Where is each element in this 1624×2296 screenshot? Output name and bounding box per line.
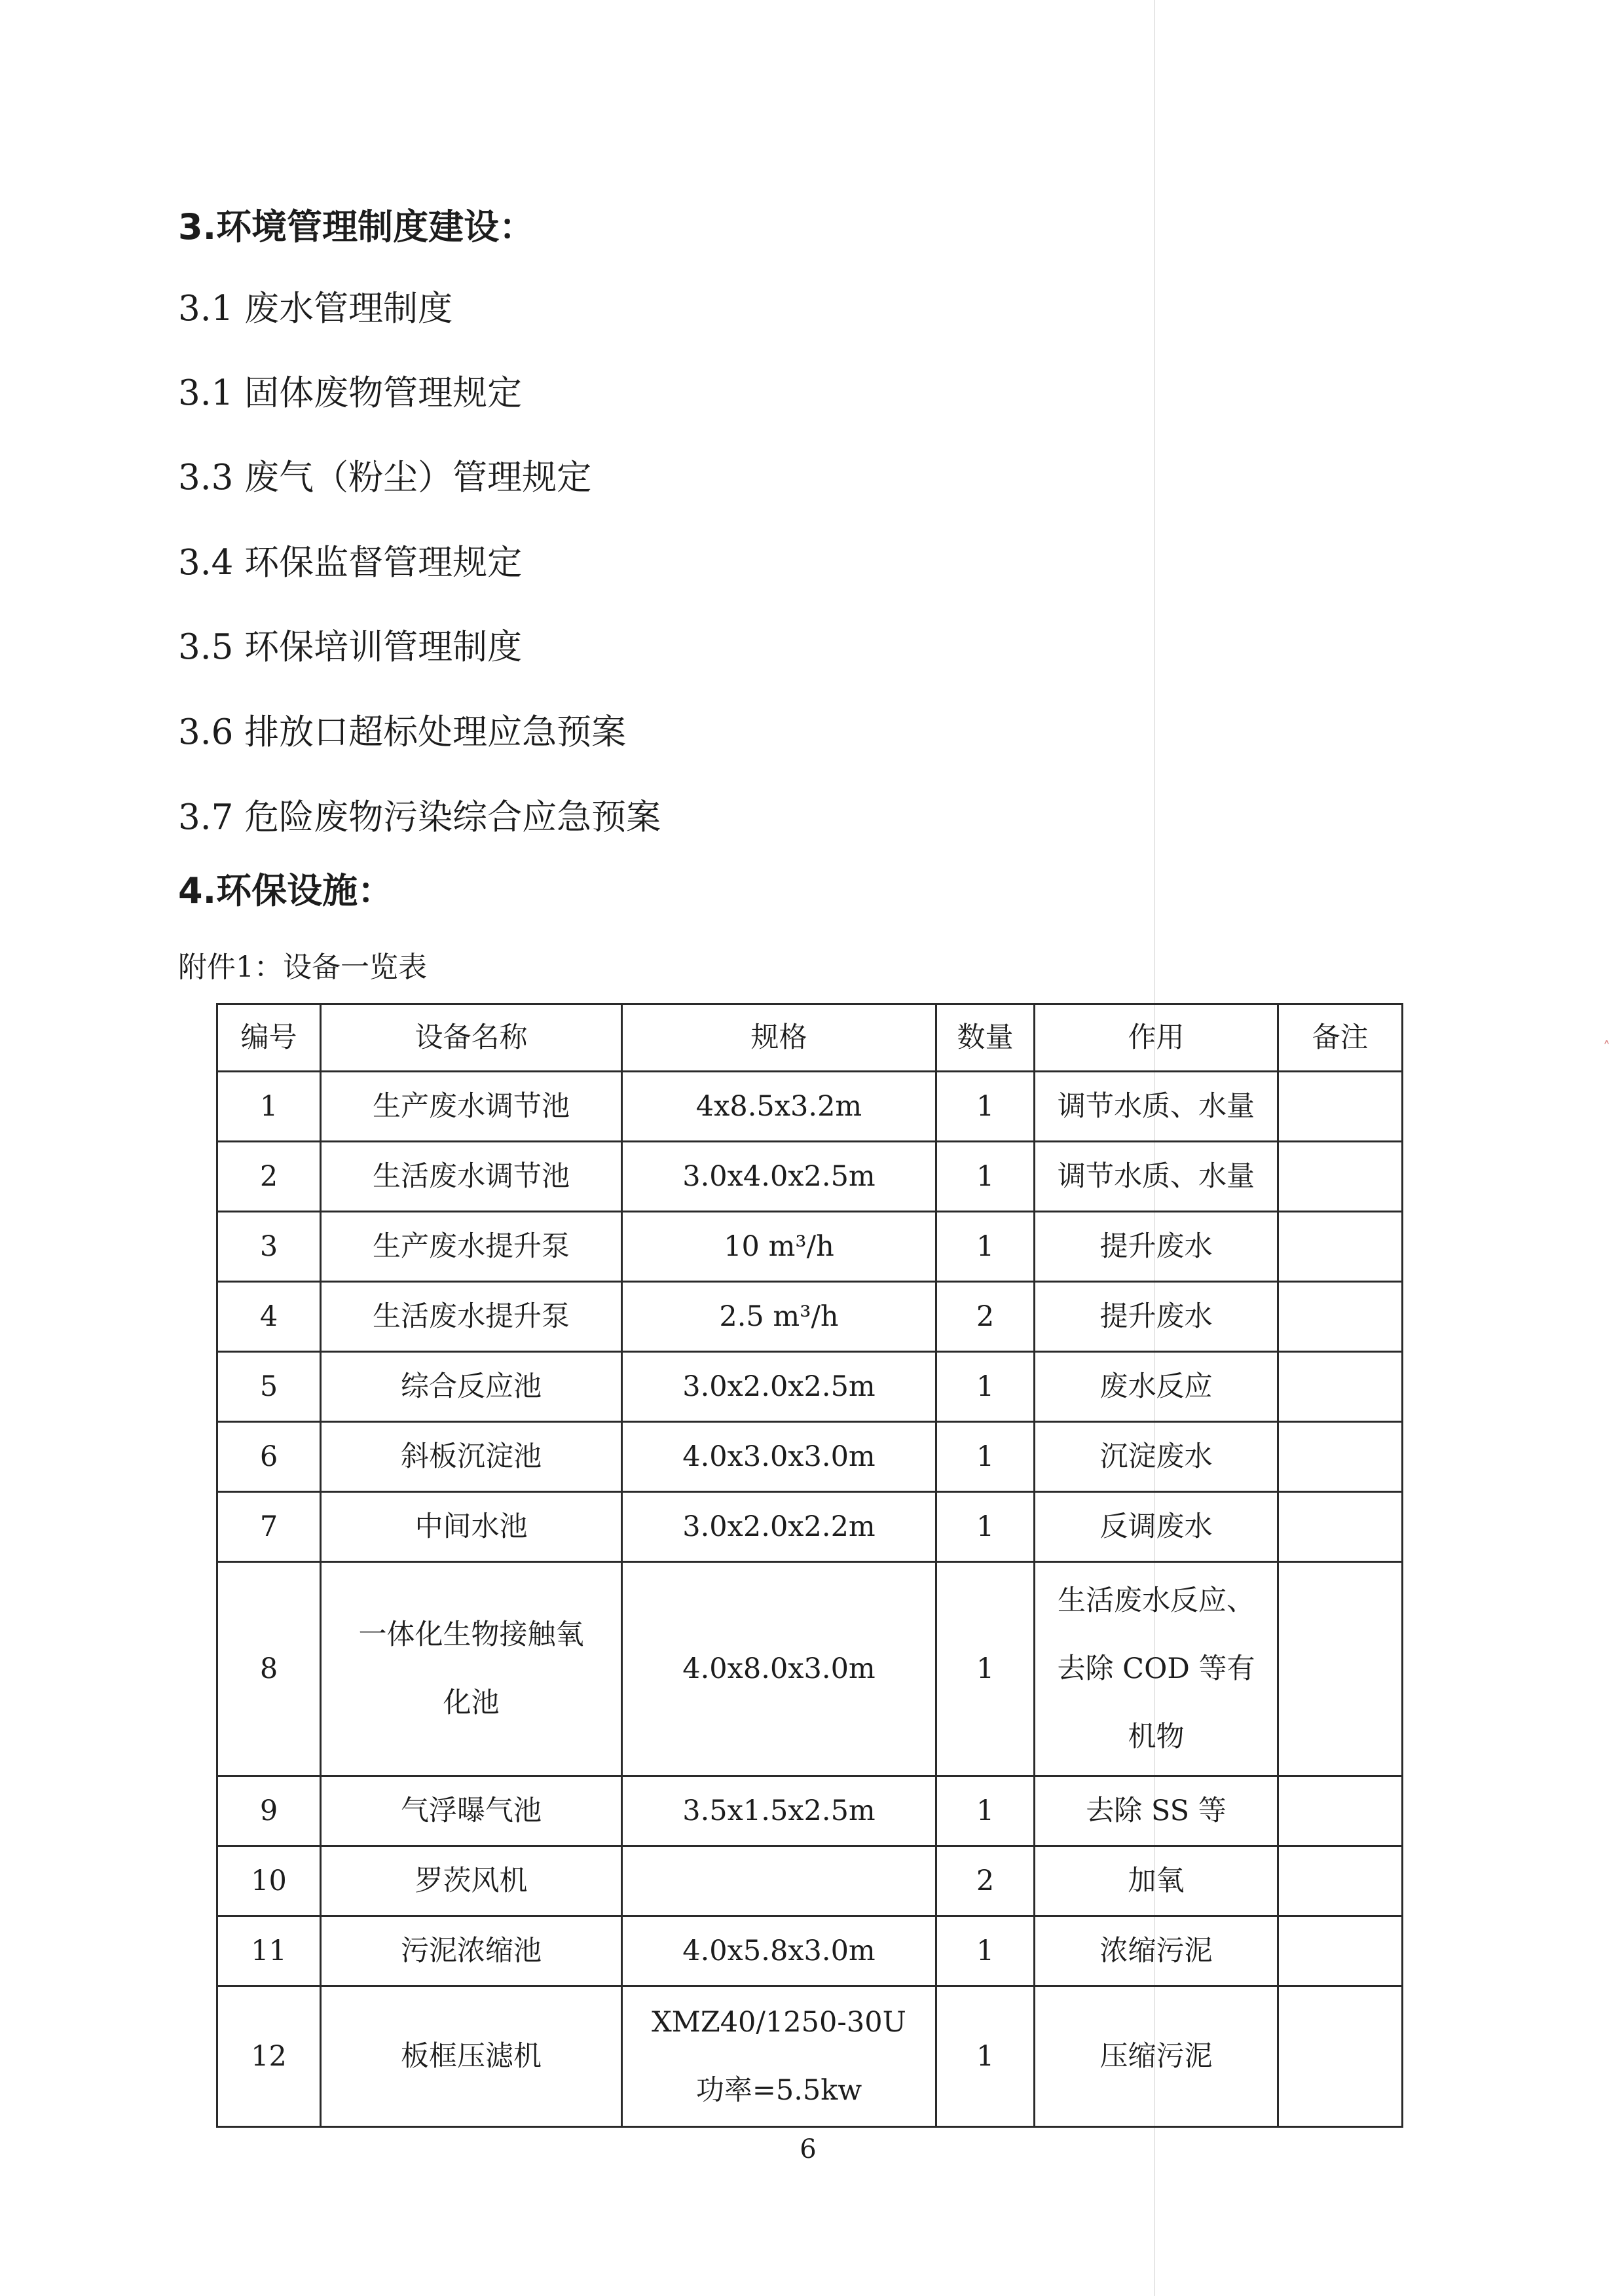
cell-name: 生产废水提升泵 [321, 1212, 622, 1282]
cell-spec: 4.0x8.0x3.0m [622, 1562, 936, 1776]
cell-spec: 2.5 m³/h [622, 1282, 936, 1352]
cell-qty: 2 [936, 1846, 1035, 1916]
cell-use: 去除 SS 等 [1035, 1776, 1278, 1846]
table-row [217, 1142, 1403, 1212]
cell-no: 6 [217, 1422, 321, 1492]
cell-name: 罗茨风机 [321, 1846, 622, 1916]
equipment-table [216, 1003, 1403, 2128]
cell-spec-line: XMZ40/1250-30U [652, 2006, 906, 2039]
header-no: 编号 [217, 1004, 321, 1072]
cell-qty: 2 [936, 1282, 1035, 1352]
cell-note [1278, 1352, 1403, 1422]
cell-qty: 1 [936, 1916, 1035, 1986]
cell-use: 提升废水 [1035, 1212, 1278, 1282]
cell-note [1278, 1776, 1403, 1846]
cell-note [1278, 1212, 1403, 1282]
cell-spec-line: 功率=5.5kw [695, 2074, 862, 2107]
table-row [217, 1916, 1403, 1986]
section-3-item-5: 3.5 环保培训管理制度 [178, 627, 523, 667]
cell-qty: 1 [936, 1562, 1035, 1776]
section-4-heading: 4.环保设施： [178, 870, 394, 911]
cell-spec [622, 1846, 936, 1916]
cell-qty: 1 [936, 1776, 1035, 1846]
cell-qty: 1 [936, 1492, 1035, 1562]
cell-spec: 3.0x4.0x2.5m [622, 1142, 936, 1212]
cell-spec: 10 m³/h [622, 1212, 936, 1282]
cell-use-line: 生活废水反应、 [1058, 1584, 1255, 1617]
cell-note [1278, 1282, 1403, 1352]
cell-qty: 1 [936, 1212, 1035, 1282]
cell-name: 生活废水调节池 [321, 1142, 622, 1212]
cell-name-line: 化池 [443, 1686, 500, 1719]
table-row [217, 1072, 1403, 1142]
cell-note [1278, 1142, 1403, 1212]
cell-name: 生活废水提升泵 [321, 1282, 622, 1352]
cell-name: 生产废水调节池 [321, 1072, 622, 1142]
cell-name: 板框压滤机 [321, 1986, 622, 2127]
cell-use: 加氧 [1035, 1846, 1278, 1916]
cell-qty: 1 [936, 1352, 1035, 1422]
cell-no: 3 [217, 1212, 321, 1282]
header-qty: 数量 [936, 1004, 1035, 1072]
section-3-item-6: 3.6 排放口超标处理应急预案 [178, 712, 627, 752]
section-3-item-3: 3.3 废气（粉尘）管理规定 [178, 458, 592, 498]
page-number: 6 [800, 2134, 817, 2164]
cell-use: 调节水质、水量 [1035, 1142, 1278, 1212]
table-row [217, 1776, 1403, 1846]
cell-name: 斜板沉淀池 [321, 1422, 622, 1492]
cell-no: 2 [217, 1142, 321, 1212]
cell-no: 8 [217, 1562, 321, 1776]
table-row [217, 1212, 1403, 1282]
table-row [217, 1352, 1403, 1422]
cell-use [1035, 1562, 1278, 1776]
cell-note [1278, 1846, 1403, 1916]
cell-use: 废水反应 [1035, 1352, 1278, 1422]
cell-no: 11 [217, 1916, 321, 1986]
cell-name: 污泥浓缩池 [321, 1916, 622, 1986]
header-note: 备注 [1278, 1004, 1403, 1072]
cell-spec: 4x8.5x3.2m [622, 1072, 936, 1142]
table-row [217, 1986, 1403, 2127]
table-row [217, 1282, 1403, 1352]
table-row [217, 1492, 1403, 1562]
cell-note [1278, 1916, 1403, 1986]
table-row [217, 1846, 1403, 1916]
cell-use: 沉淀废水 [1035, 1422, 1278, 1492]
cell-use: 调节水质、水量 [1035, 1072, 1278, 1142]
section-3-item-4: 3.4 环保监督管理规定 [178, 543, 523, 583]
cell-use-line: 机物 [1128, 1721, 1185, 1753]
cell-qty: 1 [936, 1422, 1035, 1492]
section-3-heading: 3.环境管理制度建设： [178, 206, 535, 247]
cell-spec: 4.0x5.8x3.0m [622, 1916, 936, 1986]
cell-name [321, 1562, 622, 1776]
cell-no: 12 [217, 1986, 321, 2127]
cell-note [1278, 1072, 1403, 1142]
cell-use: 浓缩污泥 [1035, 1916, 1278, 1986]
cell-note [1278, 1422, 1403, 1492]
section-3-item-1: 3.1 废水管理制度 [178, 289, 453, 329]
cell-name: 综合反应池 [321, 1352, 622, 1422]
cell-spec: 3.0x2.0x2.5m [622, 1352, 936, 1422]
cell-note [1278, 1986, 1403, 2127]
section-3-item-2: 3.1 固体废物管理规定 [178, 373, 523, 413]
cell-no: 5 [217, 1352, 321, 1422]
table-row [217, 1422, 1403, 1492]
cell-qty: 1 [936, 1142, 1035, 1212]
table-caption: 附件1：设备一览表 [178, 951, 427, 984]
cell-name: 气浮曝气池 [321, 1776, 622, 1846]
section-3-item-7: 3.7 危险废物污染综合应急预案 [178, 797, 661, 837]
cell-spec: 3.5x1.5x2.5m [622, 1776, 936, 1846]
cell-use: 反调废水 [1035, 1492, 1278, 1562]
cell-qty: 1 [936, 1986, 1035, 2127]
header-spec: 规格 [622, 1004, 936, 1072]
cell-note [1278, 1562, 1403, 1776]
cell-use: 提升废水 [1035, 1282, 1278, 1352]
cell-no: 7 [217, 1492, 321, 1562]
cell-no: 10 [217, 1846, 321, 1916]
cell-name: 中间水池 [321, 1492, 622, 1562]
header-name: 设备名称 [321, 1004, 622, 1072]
cell-no: 4 [217, 1282, 321, 1352]
cell-use: 压缩污泥 [1035, 1986, 1278, 2127]
cell-spec: 3.0x2.0x2.2m [622, 1492, 936, 1562]
cell-use-line: 去除 COD 等有 [1057, 1652, 1255, 1685]
cell-no: 9 [217, 1776, 321, 1846]
cell-spec [622, 1986, 936, 2127]
scan-artifact-mark: ˄ [1603, 1040, 1610, 1056]
cell-no: 1 [217, 1072, 321, 1142]
cell-qty: 1 [936, 1072, 1035, 1142]
table-row [217, 1562, 1403, 1776]
header-use: 作用 [1035, 1004, 1278, 1072]
table-header-row [217, 1004, 1403, 1072]
cell-spec: 4.0x3.0x3.0m [622, 1422, 936, 1492]
cell-name-line: 一体化生物接触氧 [358, 1618, 584, 1651]
cell-note [1278, 1492, 1403, 1562]
